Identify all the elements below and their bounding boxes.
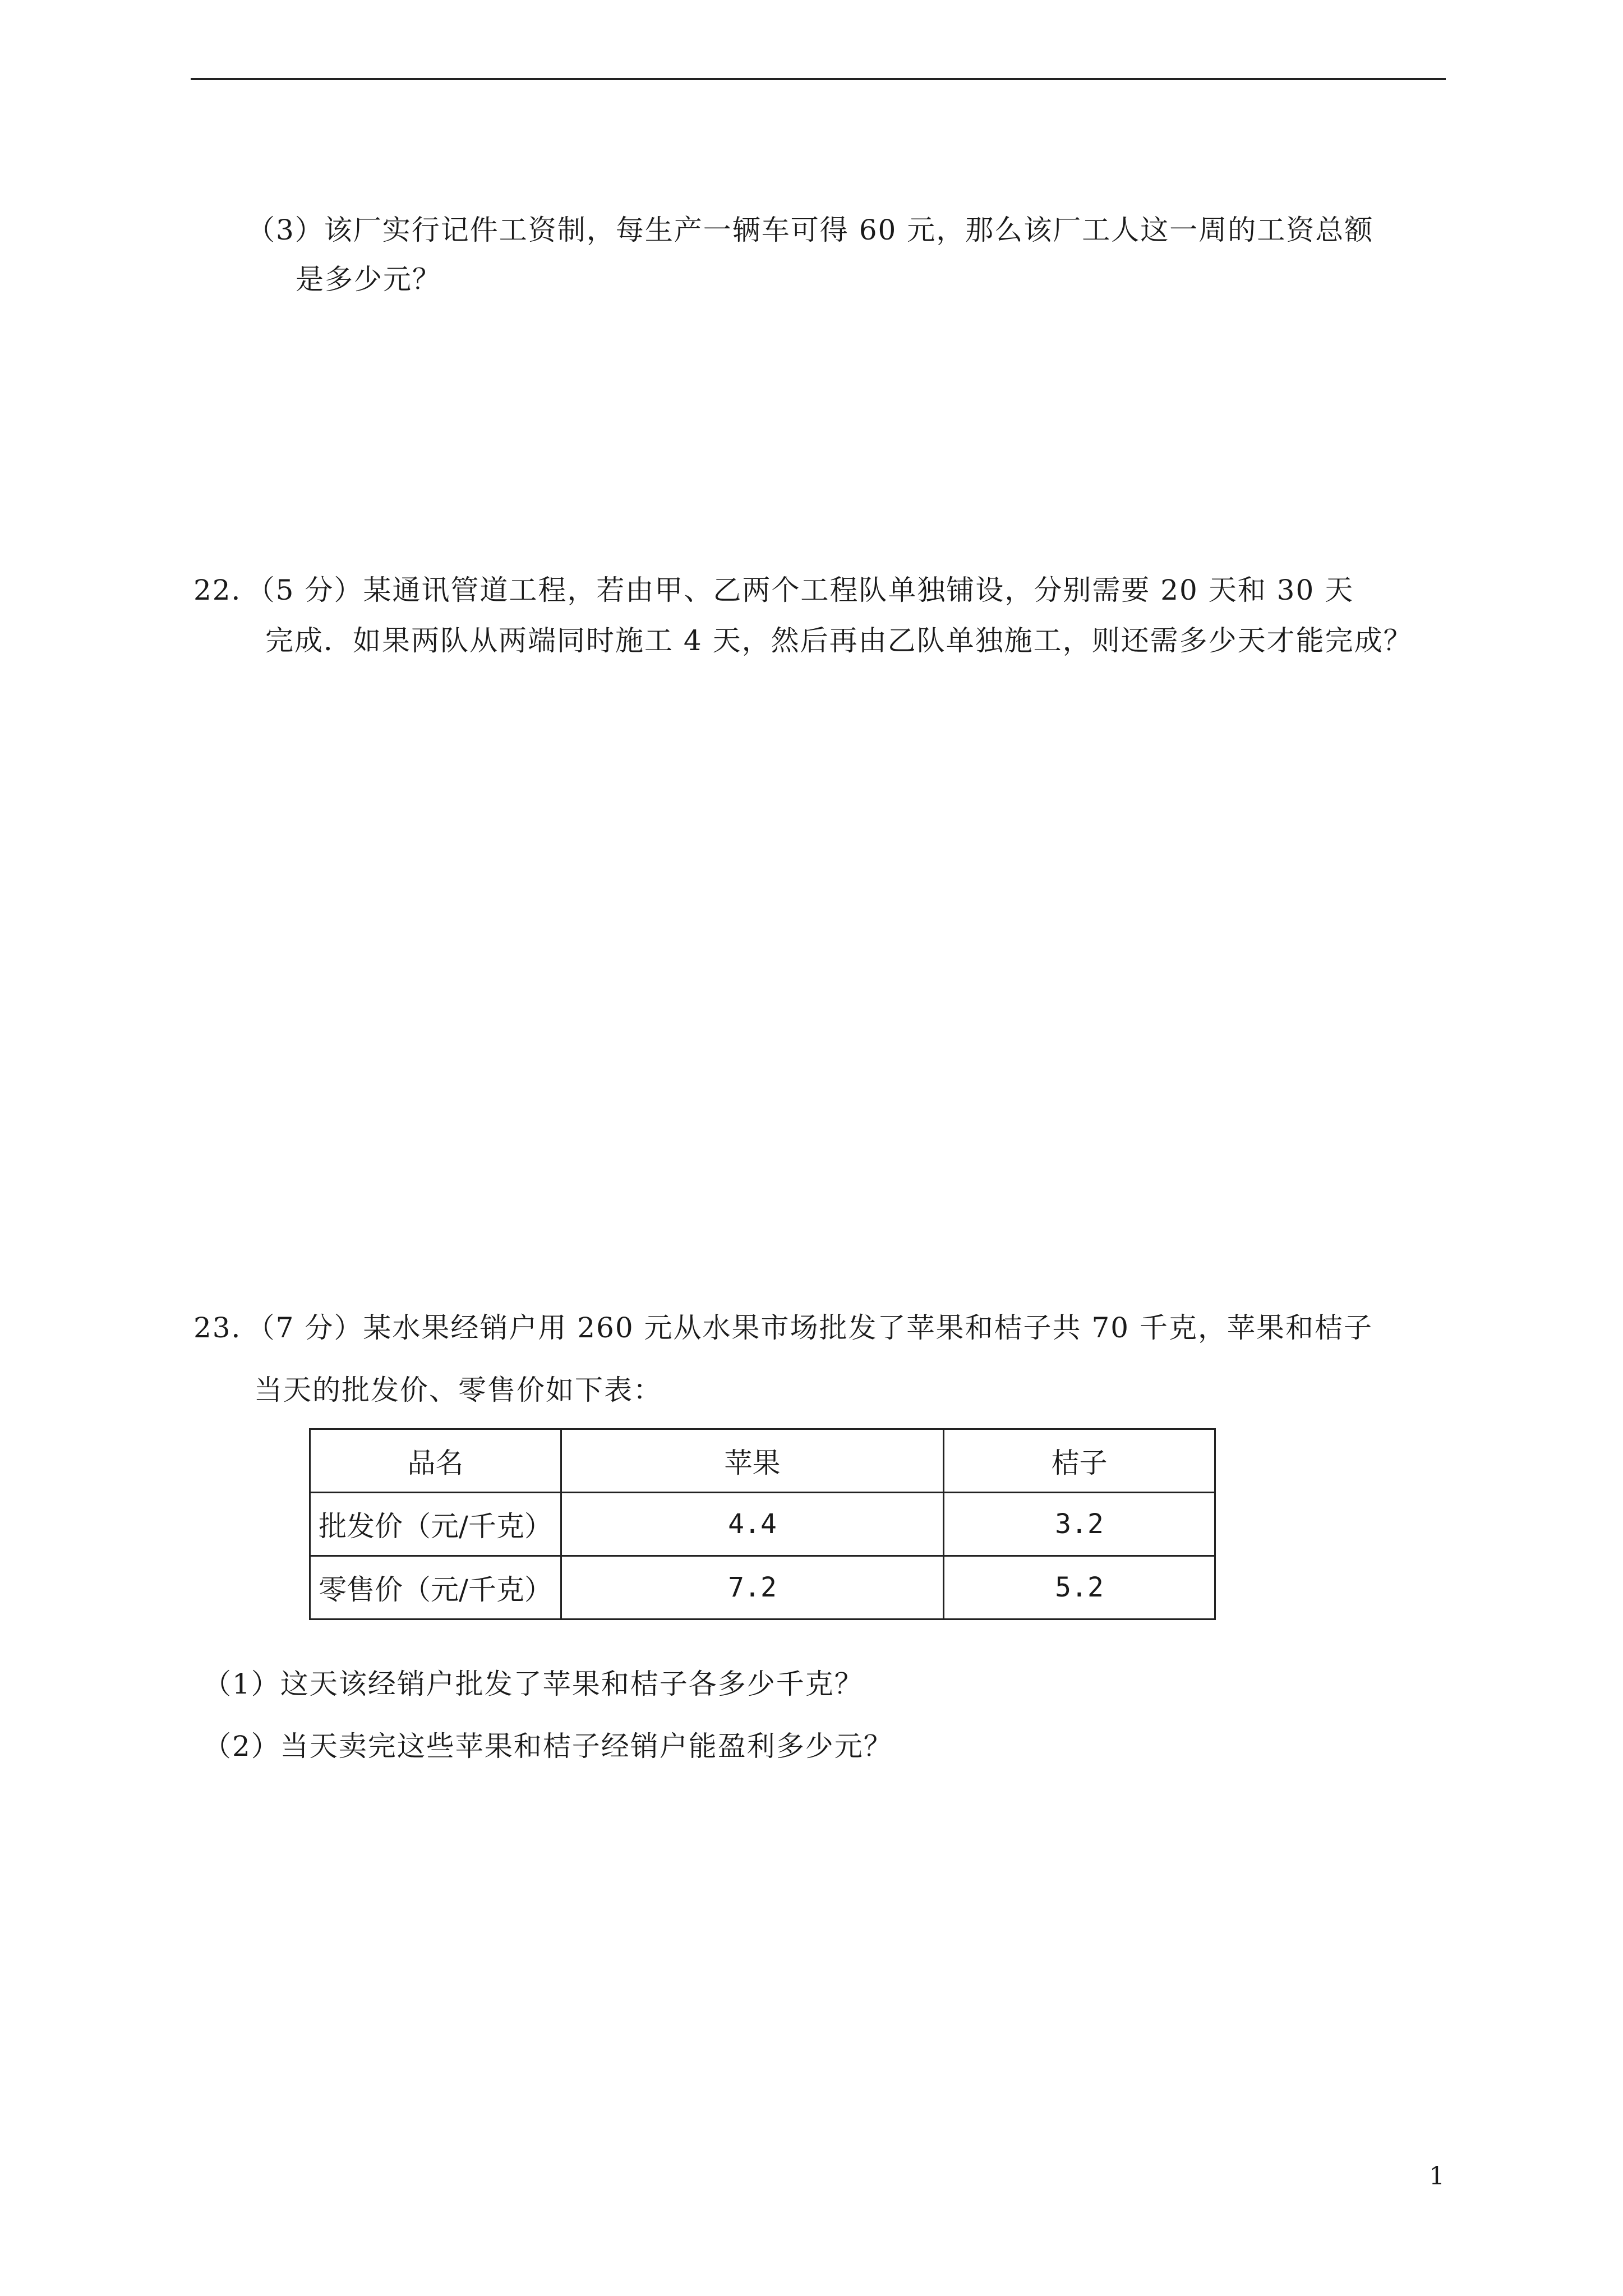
q21-part3-line1: （3）该厂实行记件工资制，每生产一辆车可得 60 元，那么该厂工人这一周的工资总额 xyxy=(247,214,1374,246)
table-row xyxy=(310,1556,1215,1619)
table-cell: 批发价（元/千克） xyxy=(310,1493,561,1556)
table-header-cell: 品名 xyxy=(310,1429,561,1493)
q23-line1: 23．（7 分）某水果经销户用 260 元从水果市场批发了苹果和桔子共 70 千克，苹果和桔子 xyxy=(193,1312,1373,1344)
table-cell: 5.2 xyxy=(944,1556,1215,1619)
table-cell: 7.2 xyxy=(561,1556,944,1619)
table-header-cell: 苹果 xyxy=(561,1429,944,1493)
q23-sub1: （1）这天该经销户批发了苹果和桔子各多少千克？ xyxy=(203,1668,864,1700)
page-number: 1 xyxy=(1429,2162,1445,2191)
table-cell: 3.2 xyxy=(944,1493,1215,1556)
header-rule xyxy=(191,78,1446,80)
q23-sub2: （2）当天卖完这些苹果和桔子经销户能盈利多少元？ xyxy=(203,1730,893,1763)
q23-line2: 当天的批发价、零售价如下表： xyxy=(254,1374,662,1406)
table-cell: 零售价（元/千克） xyxy=(310,1556,561,1619)
q21-part3-line2: 是多少元？ xyxy=(296,263,441,296)
table-header-cell: 桔子 xyxy=(944,1429,1215,1493)
table-row xyxy=(310,1493,1215,1556)
q22-line1: 22．（5 分）某通讯管道工程，若由甲、乙两个工程队单独铺设，分别需要 20 天和 30 天 xyxy=(193,574,1354,606)
table-cell: 4.4 xyxy=(561,1493,944,1556)
q22-line2: 完成．如果两队从两端同时施工 4 天，然后再由乙队单独施工，则还需多少天才能完成？ xyxy=(265,624,1413,657)
price-table xyxy=(309,1428,1216,1620)
table-header-row xyxy=(310,1429,1215,1493)
